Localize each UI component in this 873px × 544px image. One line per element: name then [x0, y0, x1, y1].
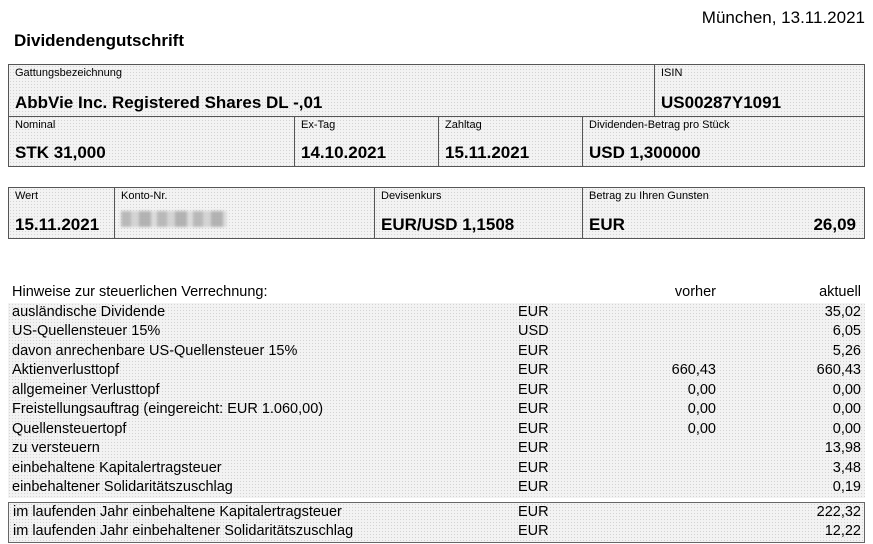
row-label: im laufenden Jahr einbehaltene Kapitalertragsteuer	[13, 503, 342, 520]
tax-rows-group	[8, 303, 865, 498]
exchange-rate-cell	[375, 188, 583, 238]
row-label: ausländische Dividende	[12, 303, 166, 320]
tax-notes-header-row	[8, 283, 865, 303]
row-currency: EUR	[518, 362, 549, 378]
zahltag-cell	[439, 117, 583, 166]
table-row	[8, 381, 865, 401]
exchange-rate-value: EUR/USD 1,1508	[381, 215, 515, 234]
credit-amount-currency: EUR	[589, 215, 625, 234]
nominal-label: Nominal	[15, 119, 56, 131]
row-current: 12,22	[824, 523, 861, 539]
wert-cell	[9, 188, 115, 238]
col-current-header: aktuell	[819, 284, 861, 300]
exchange-rate-label: Devisenkurs	[381, 190, 442, 202]
security-name-value: AbbVie Inc. Registered Shares DL -,01	[15, 93, 323, 112]
table-row	[8, 400, 865, 420]
row-currency: EUR	[518, 440, 549, 456]
table-row	[8, 303, 865, 323]
zahltag-value: 15.11.2021	[445, 143, 530, 162]
row-label: Aktienverlusttopf	[12, 362, 120, 378]
tax-notes-table	[8, 283, 865, 543]
row-current: 0,00	[832, 401, 861, 417]
row-before: 660,43	[671, 362, 716, 378]
row-currency: EUR	[518, 381, 549, 398]
row-currency: EUR	[518, 523, 549, 539]
dividend-per-share-label: Dividenden-Betrag pro Stück	[589, 119, 730, 131]
row-label: Quellensteuertopf	[12, 420, 127, 437]
year-to-date-group	[8, 502, 865, 543]
zahltag-label: Zahltag	[445, 119, 482, 131]
security-name-cell	[9, 65, 655, 116]
tax-notes-heading: Hinweise zur steuerlichen Verrechnung:	[12, 284, 268, 300]
row-currency: EUR	[518, 401, 549, 417]
row-current: 5,26	[832, 342, 861, 359]
row-current: 660,43	[816, 362, 861, 378]
row-currency: EUR	[518, 479, 549, 495]
isin-value: US00287Y1091	[661, 93, 782, 112]
row-current: 35,02	[824, 303, 861, 320]
document-date: München, 13.11.2021	[701, 8, 865, 27]
row-current: 3,48	[832, 459, 861, 476]
row-label: Freistellungsauftrag (eingereicht: EUR 1.060,00)	[12, 401, 324, 417]
row-current: 222,32	[816, 503, 861, 520]
table-row	[9, 522, 864, 542]
row-before: 0,00	[687, 401, 716, 417]
row-label: davon anrechenbare US-Quellensteuer 15%	[12, 342, 298, 359]
row-current: 0,00	[832, 420, 861, 437]
row-current: 13,98	[824, 440, 861, 456]
credit-amount-label: Betrag zu Ihren Gunsten	[589, 190, 709, 202]
row-currency: USD	[518, 323, 549, 339]
account-number-redacted	[121, 211, 227, 227]
security-details-box	[8, 64, 865, 167]
row-label: im laufenden Jahr einbehaltener Solidaritätszuschlag	[13, 523, 354, 539]
row-current: 0,00	[832, 381, 861, 398]
isin-label: ISIN	[661, 67, 683, 79]
dividend-per-share-value: USD 1,300000	[589, 143, 701, 162]
row-currency: EUR	[518, 420, 549, 437]
table-row	[8, 342, 865, 362]
col-before-header: vorher	[674, 284, 716, 300]
nominal-cell	[9, 117, 295, 166]
row-label: einbehaltener Solidaritätszuschlag	[12, 479, 233, 495]
security-name-label: Gattungsbezeichnung	[15, 67, 123, 79]
row-current: 6,05	[832, 323, 861, 339]
row-currency: EUR	[518, 503, 549, 520]
row-currency: EUR	[518, 303, 549, 320]
dividend-per-share-cell	[583, 117, 864, 166]
account-label: Konto-Nr.	[121, 190, 168, 202]
row-current: 0,19	[832, 479, 861, 495]
row-label: US-Quellensteuer 15%	[12, 323, 161, 339]
nominal-value: STK 31,000	[15, 143, 106, 162]
row-currency: EUR	[518, 459, 549, 476]
row-label: zu versteuern	[12, 440, 100, 456]
document-title: Dividendengutschrift	[14, 31, 185, 50]
payment-details-box	[8, 187, 865, 239]
table-row	[8, 420, 865, 440]
table-row	[8, 361, 865, 381]
table-row	[9, 503, 864, 523]
credit-amount-value: 26,09	[813, 215, 856, 234]
ex-tag-label: Ex-Tag	[301, 119, 336, 131]
row-label: allgemeiner Verlusttopf	[12, 381, 160, 398]
row-before: 0,00	[687, 420, 716, 437]
table-row	[8, 439, 865, 459]
table-row	[8, 478, 865, 498]
row-label: einbehaltene Kapitalertragsteuer	[12, 459, 222, 476]
ex-tag-value: 14.10.2021	[301, 143, 387, 162]
wert-value: 15.11.2021	[15, 215, 100, 234]
isin-cell	[655, 65, 864, 116]
credit-amount-cell	[583, 188, 864, 238]
table-row	[8, 322, 865, 342]
ex-tag-cell	[295, 117, 439, 166]
wert-label: Wert	[15, 190, 39, 202]
table-row	[8, 459, 865, 479]
account-cell	[115, 188, 375, 238]
row-currency: EUR	[518, 342, 549, 359]
row-before: 0,00	[687, 381, 716, 398]
